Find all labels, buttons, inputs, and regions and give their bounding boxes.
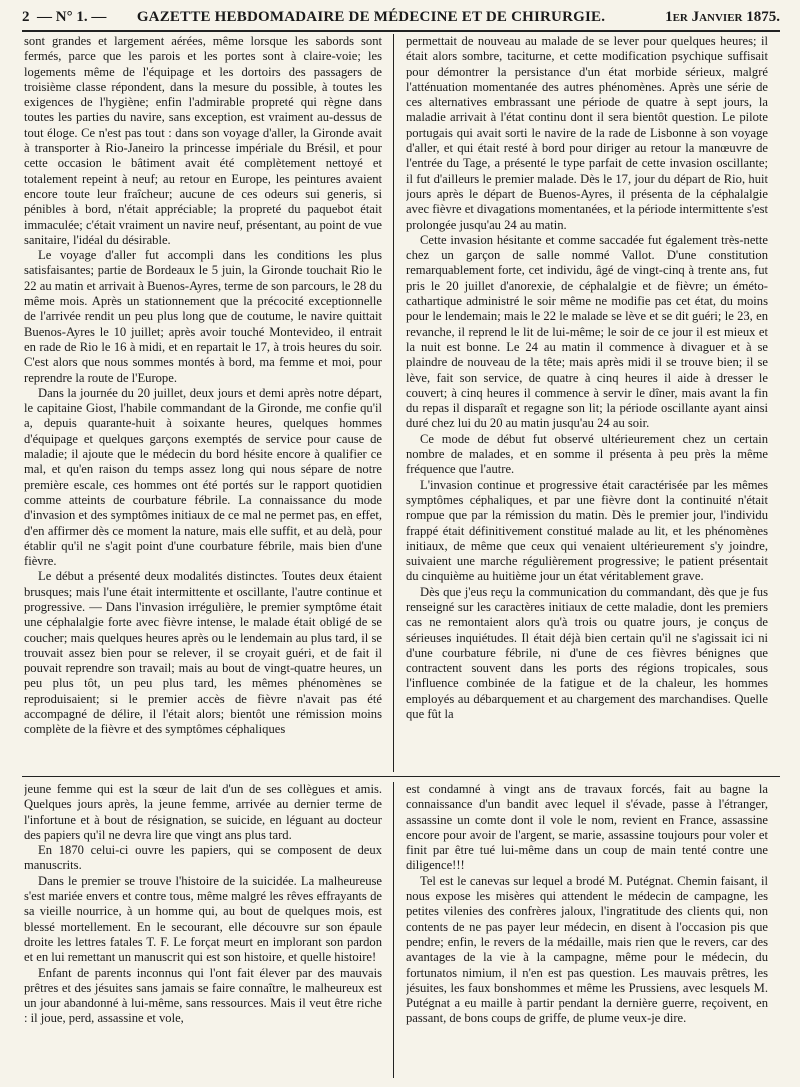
column-divider — [393, 34, 394, 772]
page-number: 2 — N° 1. — — [22, 8, 107, 25]
paragraph: permettait de nouveau au malade de se lever pour quelques heures; il était alors sombre, taciturne, et cette modification psychique suffisait pour démontrer la persistance d'un état morbide sérieux, malgré l'atténuation momentanée des autres phénomènes. Après une série de ces alternatives embrassant une période de quatre à sept jours, la maladie arrivait à l'état continu dont il sera bientôt question. Le pilote portugais qui avait sorti le navire de la rade de Lisbonne à son voyage d'aller, et qui était resté à bord pour diriger au retour la manœuvre de l'entrée du Tage, a présenté le type parfait de cette invasion oscillante; il fut d'ailleurs le premier malade. Dès le 17, jour du départ de Rio, huit jours après le départ de Buenos-Ayres, il présenta de la céphalalgie avec fièvre et divagations momentanées, et la période intermittente s'est prolongée jusqu'au 24 au matin. — [406, 34, 768, 232]
paragraph: est condamné à vingt ans de travaux forcés, fait au bagne la connaissance d'un bandit avec lequel il s'évade, passe à l'étranger, assassine un comte dont il vole le nom, revient en France, assassine encore pour avoir de l'argent, se marie, assassine toujours pour voler et finit par être tué lui-même dans un coup de main tenté contre une diligence!!! — [406, 782, 768, 873]
issue-date: 1er Janvier 1875. — [665, 8, 780, 25]
issue-number: — N° 1. — — [37, 8, 107, 25]
journal-title: GAZETTE HEBDOMADAIRE DE MÉDECINE ET DE CHIRURGIE. — [136, 8, 606, 25]
paragraph: Le voyage d'aller fut accompli dans les conditions les plus satisfaisantes; partie de Bordeaux le 5 juin, la Gironde touchait Rio le 22 au matin et arrivait à Buenos-Ayres, terme de son parcours, le 28 du même mois. Après un stationnement que la précocité exceptionnelle de l'arrivée rendit un peu plus long que de coutume, le navire quittait Buenos-Ayres le 10 juillet; après avoir touché Montevideo, il entrait en rade de Rio le 16 à midi, et en repartait le 17, à trois heures du soir. C'est alors que nous sommes montés à bord, ma femme et moi, pour reprendre la route de l'Europe. — [24, 248, 382, 385]
left-column — [24, 34, 382, 770]
feuilleton-right-column — [406, 782, 768, 1080]
paragraph: Le début a présenté deux modalités distinctes. Toutes deux étaient brusques; mais l'une était intermittente et oscillante, l'autre continue et progressive. — Dans l'invasion irrégulière, le premier symptôme était une céphalalgie forte avec fièvre intense, le malade était obligé de se coucher; mais quelques heures après ou le lendemain au plus tard, il se trouvait assez bien pour se relever, il se croyait guéri, et de fait il pouvait reprendre son travail; mais au bout de vingt-quatre heures, un peu plus tôt, un peu plus tard, les mêmes phénomènes se reproduisaient; si le premier accès de fièvre n'avait pas été accompagné de délire, il l'était alors; bientôt une rémission moins complète de la fièvre et des symptômes céphaliques — [24, 569, 382, 737]
paragraph: Cette invasion hésitante et comme saccadée fut également très-nette chez un garçon de salle nommé Vallot. D'une constitution remarquablement forte, cet individu, âgé de vingt-cinq à trente ans, fut pris le 20 juillet d'anorexie, de céphalalgie et de fièvre; un éméto-cathartique administré le soir même ne modifie pas cet état, du moins pour le lendemain; mais le 22 le malade se lève et se dit guéri; le 23, en revanche, il reprend le lit de lui-même; le soir de ce jour il est mieux et la nuit est bonne. Le 24 au matin il commence à divaguer et à se plaindre de nouveau de la tête; mais après midi il se trouve bien; il se lève, fait son service, de quatre à cinq heures il aide à dresser le couvert; à cinq heures il commence à servir le dîner, mais avant la fin du repas il disparaît et regagne son lit; la période oscillante ayant ainsi duré chez lui du 20 au matin jusqu'au 24 au soir. — [406, 232, 768, 431]
paragraph: Ce mode de début fut observé ultérieurement chez un certain nombre de malades, et en somme il présenta à peu près la même fréquence que l'autre. — [406, 431, 768, 477]
paragraph: Dès que j'eus reçu la communication du commandant, dès que je fus renseigné sur les caractères initiaux de cette maladie, dont les premiers cas ne remontaient alors qu'à trois ou quatre jours, je conçus de sérieuses inquiétudes. Il était déjà bien certain qu'il ne s'agissait ici ni d'une courbature fébrile, ni d'une de ces fièvres bénignes que contractent souvent dans les ports des régions tropicales, sous l'influence combinée de la fatigue et de la chaleur, les hommes employés au débarquement et au chargement des marchandises. Quelle que fût la — [406, 584, 768, 722]
paragraph: Dans la journée du 20 juillet, deux jours et demi après notre départ, le capitaine Giost, l'habile commandant de la Gironde, me confie qu'il a, depuis quarante-huit à soixante heures, quelques hommes d'équipage et quelques garçons exemptés de service pour cause de maladie; il ajoute que le médecin du bord hésite encore à qualifier ce mal, et qu'en raison du temps assez long qui nous sépare de notre première escale, ces hommes ont été portés sur le rapport quotidien comme atteints de courbature fébrile. La connaissance du mode d'invasion et des symptômes initiaux de ce mal ne permet pas, en effet, d'en affirmer dès ce moment la nature, mais elle suffit, et au delà, pour établir qu'il ne s'agit point d'une courbature fébrile, mais bien d'une fièvre. — [24, 385, 382, 569]
paragraph: jeune femme qui est la sœur de lait d'un de ses collègues et amis. Quelques jours après, la jeune femme, arrivée au dernier terme de l'infortune et à bout de résignation, se suicide, en léguant au docteur des papiers qu'il ne devra lire que vingt ans plus tard. — [24, 782, 382, 842]
right-column — [406, 34, 768, 770]
page-header — [22, 6, 780, 28]
feuilleton-left-column — [24, 782, 382, 1080]
paragraph: En 1870 celui-ci ouvre les papiers, qui se composent de deux manuscrits. — [24, 843, 382, 873]
feuilleton-rule — [22, 776, 780, 777]
header-rule — [22, 30, 780, 32]
paragraph: sont grandes et largement aérées, même lorsque les sabords sont fermés, parce que les parois et les portes sont à claire-voie; les logements même de l'équipage et les dortoirs des passagers de troisième classe répondent, dans la mesure du possible, à toutes les exigences de l'hygiène; enfin l'admirable propreté qui règne dans toutes les parties du navire, sans exception, est vraiment au-dessus de tout éloge. Ce n'est pas tout : dans son voyage d'aller, la Gironde avait à transporter à Rio-Janeiro la princesse impériale du Brésil, et pour cette occasion le bâtiment avait été complètement nettoyé et totalement repeint à neuf; au retour en Europe, les peintures avaient encore toute leur fraîcheur; aucune de ces odeurs sui generis, si pénibles à bord, n'était appréciable; la propreté du paquebot était immaculée; c'était vraiment un navire neuf, présentant, au point de vue sanitaire, l'idéal du désirable. — [24, 34, 382, 247]
feuilleton-divider — [393, 782, 394, 1078]
paragraph: Tel est le canevas sur lequel a brodé M. Putégnat. Chemin faisant, il nous expose les misères qui attendent le médecin de campagne, les petites vilenies des confrères jaloux, l'ingratitude des clients qui, non contents de ne pas payer leur médecin, en disent à l'occasion pis que pendre; enfin, le revers de la médaille, mais rien que le revers, car des avantages de la vie à la campagne, même pour le médecin, du fortunatos nimium, il n'en est pas question. Les mauvais prêtres, les jésuites, les faux bonshommes et même les Prussiens, avec lesquels M. Putégnat a eu maille à partir pendant la dernière guerre, reçoivent, en passant, de bons coups de griffe, de plume veux-je dire. — [406, 873, 768, 1026]
paragraph: Enfant de parents inconnus qui l'ont fait élever par des mauvais prêtres et des jésuites sans jamais se faire connaître, le malheureux est un jour abandonné à lui-même, sans ressources. Mais il veut être riche : il joue, perd, assassine et vole, — [24, 965, 382, 1026]
paragraph: L'invasion continue et progressive était caractérisée par les mêmes symptômes céphaliques, et par une fièvre dont la continuité n'était rompue que par la rémission du matin. Dès le premier jour, l'individu frappé était définitivement constitué malade au lit, et les phénomènes initiaux, de même que ceux qui venaient ultérieurement s'y joindre, suivaient une marche régulièrement progressive; le patient présentait du cinquième au huitième jour un état véritablement grave. — [406, 477, 768, 584]
paragraph: Dans le premier se trouve l'histoire de la suicidée. La malheureuse s'est mariée envers et contre tous, même malgré les rêves effrayants de sa vieille nourrice, à un homme qui, au bout de quelques mois, est blessé mortellement. En le secourant, elle découvre sur son épaule droite les lettres fatales T. F. Le forçat meurt en implorant son pardon et en lui remettant un manuscrit qui est son histoire, et quelle histoire! — [24, 873, 382, 965]
